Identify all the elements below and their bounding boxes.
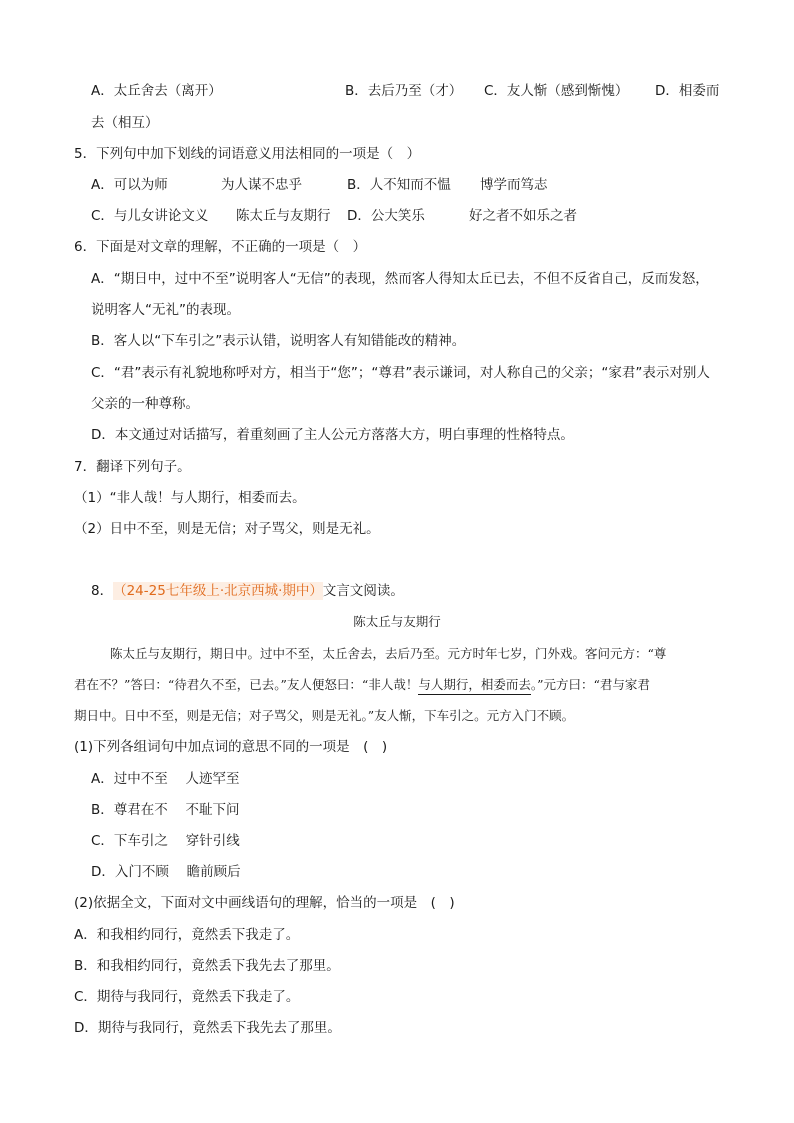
q4-option-d: D．相委而 xyxy=(655,83,720,99)
passage-line-2-end: 。”元方曰：“君与家君 xyxy=(530,677,650,692)
passage-line-3: 期日中。日中不至，则是无信；对子骂父，则是无礼。”友人惭，下车引之。元方入门不顾。 xyxy=(74,708,575,723)
q6-option-d: D．本文通过对话描写，着重刻画了主人公元方落落大方，明白事理的性格特点。 xyxy=(91,427,574,443)
q5-option-d-second: 好之者不如乐之者 xyxy=(469,208,577,224)
q8-sub2-option-b: B．和我相约同行，竟然丢下我先去了那里。 xyxy=(74,958,340,974)
q8-sub2-option-d: D．期待与我同行，竟然丢下我先去了那里。 xyxy=(74,1020,341,1036)
q4-option-b: B．去后乃至（才） xyxy=(345,83,463,99)
passage-line-2-start: 君在不？”答曰：“待君久不至，已去。”友人便怒曰：“非人哉！ xyxy=(74,677,419,692)
q8-sub1-option-d: D．入门不顾 瞻前顾后 xyxy=(91,864,241,880)
q7-sentence-1: （1）“非人哉！与人期行，相委而去。 xyxy=(74,490,306,506)
underlined-sentence: 与人期行，相委而去 xyxy=(418,676,531,695)
q8-sub1-option-b: B．尊君在不 不耻下问 xyxy=(91,802,240,818)
q5-option-a-second: 为人谋不忠乎 xyxy=(221,177,302,193)
q5-option-a-first: A．可以为师 xyxy=(91,177,168,193)
q6-option-c-line2: 父亲的一种尊称。 xyxy=(91,396,199,412)
passage-line-2 xyxy=(74,676,650,695)
passage-line-1: 陈太丘与友期行，期日中。过中不至，太丘舍去，去后乃至。元方时年七岁，门外戏。客问元方：“尊 xyxy=(110,646,667,661)
q4-option-a: A．太丘舍去（离开） xyxy=(91,83,222,99)
q8-heading xyxy=(91,582,404,600)
q8-sub1-option-c: C．下车引之 穿针引线 xyxy=(91,833,240,849)
q8-sub1-stem: (1)下列各组词句中加点词的意思不同的一项是 ( ) xyxy=(74,739,388,755)
q5-option-b-first: B．人不知而不愠 xyxy=(347,177,451,193)
q8-sub2-stem: (2)依据全文，下面对文中画线语句的理解，恰当的一项是 ( ) xyxy=(74,895,455,911)
q7-stem: 7．翻译下列句子。 xyxy=(74,459,191,475)
q5-option-c-first: C．与儿女讲论文义 xyxy=(91,208,209,224)
q4-option-d-continued: 去（相互） xyxy=(91,115,159,131)
q6-stem: 6．下面是对文章的理解，不正确的一项是（ ） xyxy=(74,239,367,255)
q4-option-c: C．友人惭（感到惭愧） xyxy=(484,83,629,99)
q7-sentence-2: （2）日中不至，则是无信；对子骂父，则是无礼。 xyxy=(74,521,380,537)
q8-sub2-option-c: C．期待与我同行，竟然丢下我走了。 xyxy=(74,989,300,1005)
q6-option-b: B．客人以“下车引之”表示认错，说明客人有知错能改的精神。 xyxy=(91,333,466,349)
q6-option-c-line1: C．“君”表示有礼貌地称呼对方，相当于“您”；“尊君”表示谦词，对人称自己的父亲；“家君”表示对别人 xyxy=(91,365,710,381)
q8-instruction: 文言文阅读。 xyxy=(322,583,404,599)
passage-title: 陈太丘与友期行 xyxy=(353,614,441,629)
q5-stem: 5．下列句中加下划线的词语意义用法相同的一项是（ ） xyxy=(74,146,421,162)
q5-option-b-second: 博学而笃志 xyxy=(480,177,548,193)
q8-sub2-option-a: A．和我相约同行，竟然丢下我走了。 xyxy=(74,927,300,943)
q5-option-c-second: 陈太丘与友期行 xyxy=(236,208,331,224)
q5-option-d-first: D．公大笑乐 xyxy=(347,208,425,224)
q8-sub1-option-a: A．过中不至 人迹罕至 xyxy=(91,771,240,787)
q8-number: 8． xyxy=(91,583,114,599)
q8-source-tag: （24-25七年级上·北京西城·期中） xyxy=(113,583,323,599)
q6-option-a-line2: 说明客人“无礼”的表现。 xyxy=(91,302,240,318)
q6-option-a-line1: A．“期日中，过中不至”说明客人“无信”的表现，然而客人得知太丘已去，不但不反省自己，反而发怒， xyxy=(91,271,709,287)
